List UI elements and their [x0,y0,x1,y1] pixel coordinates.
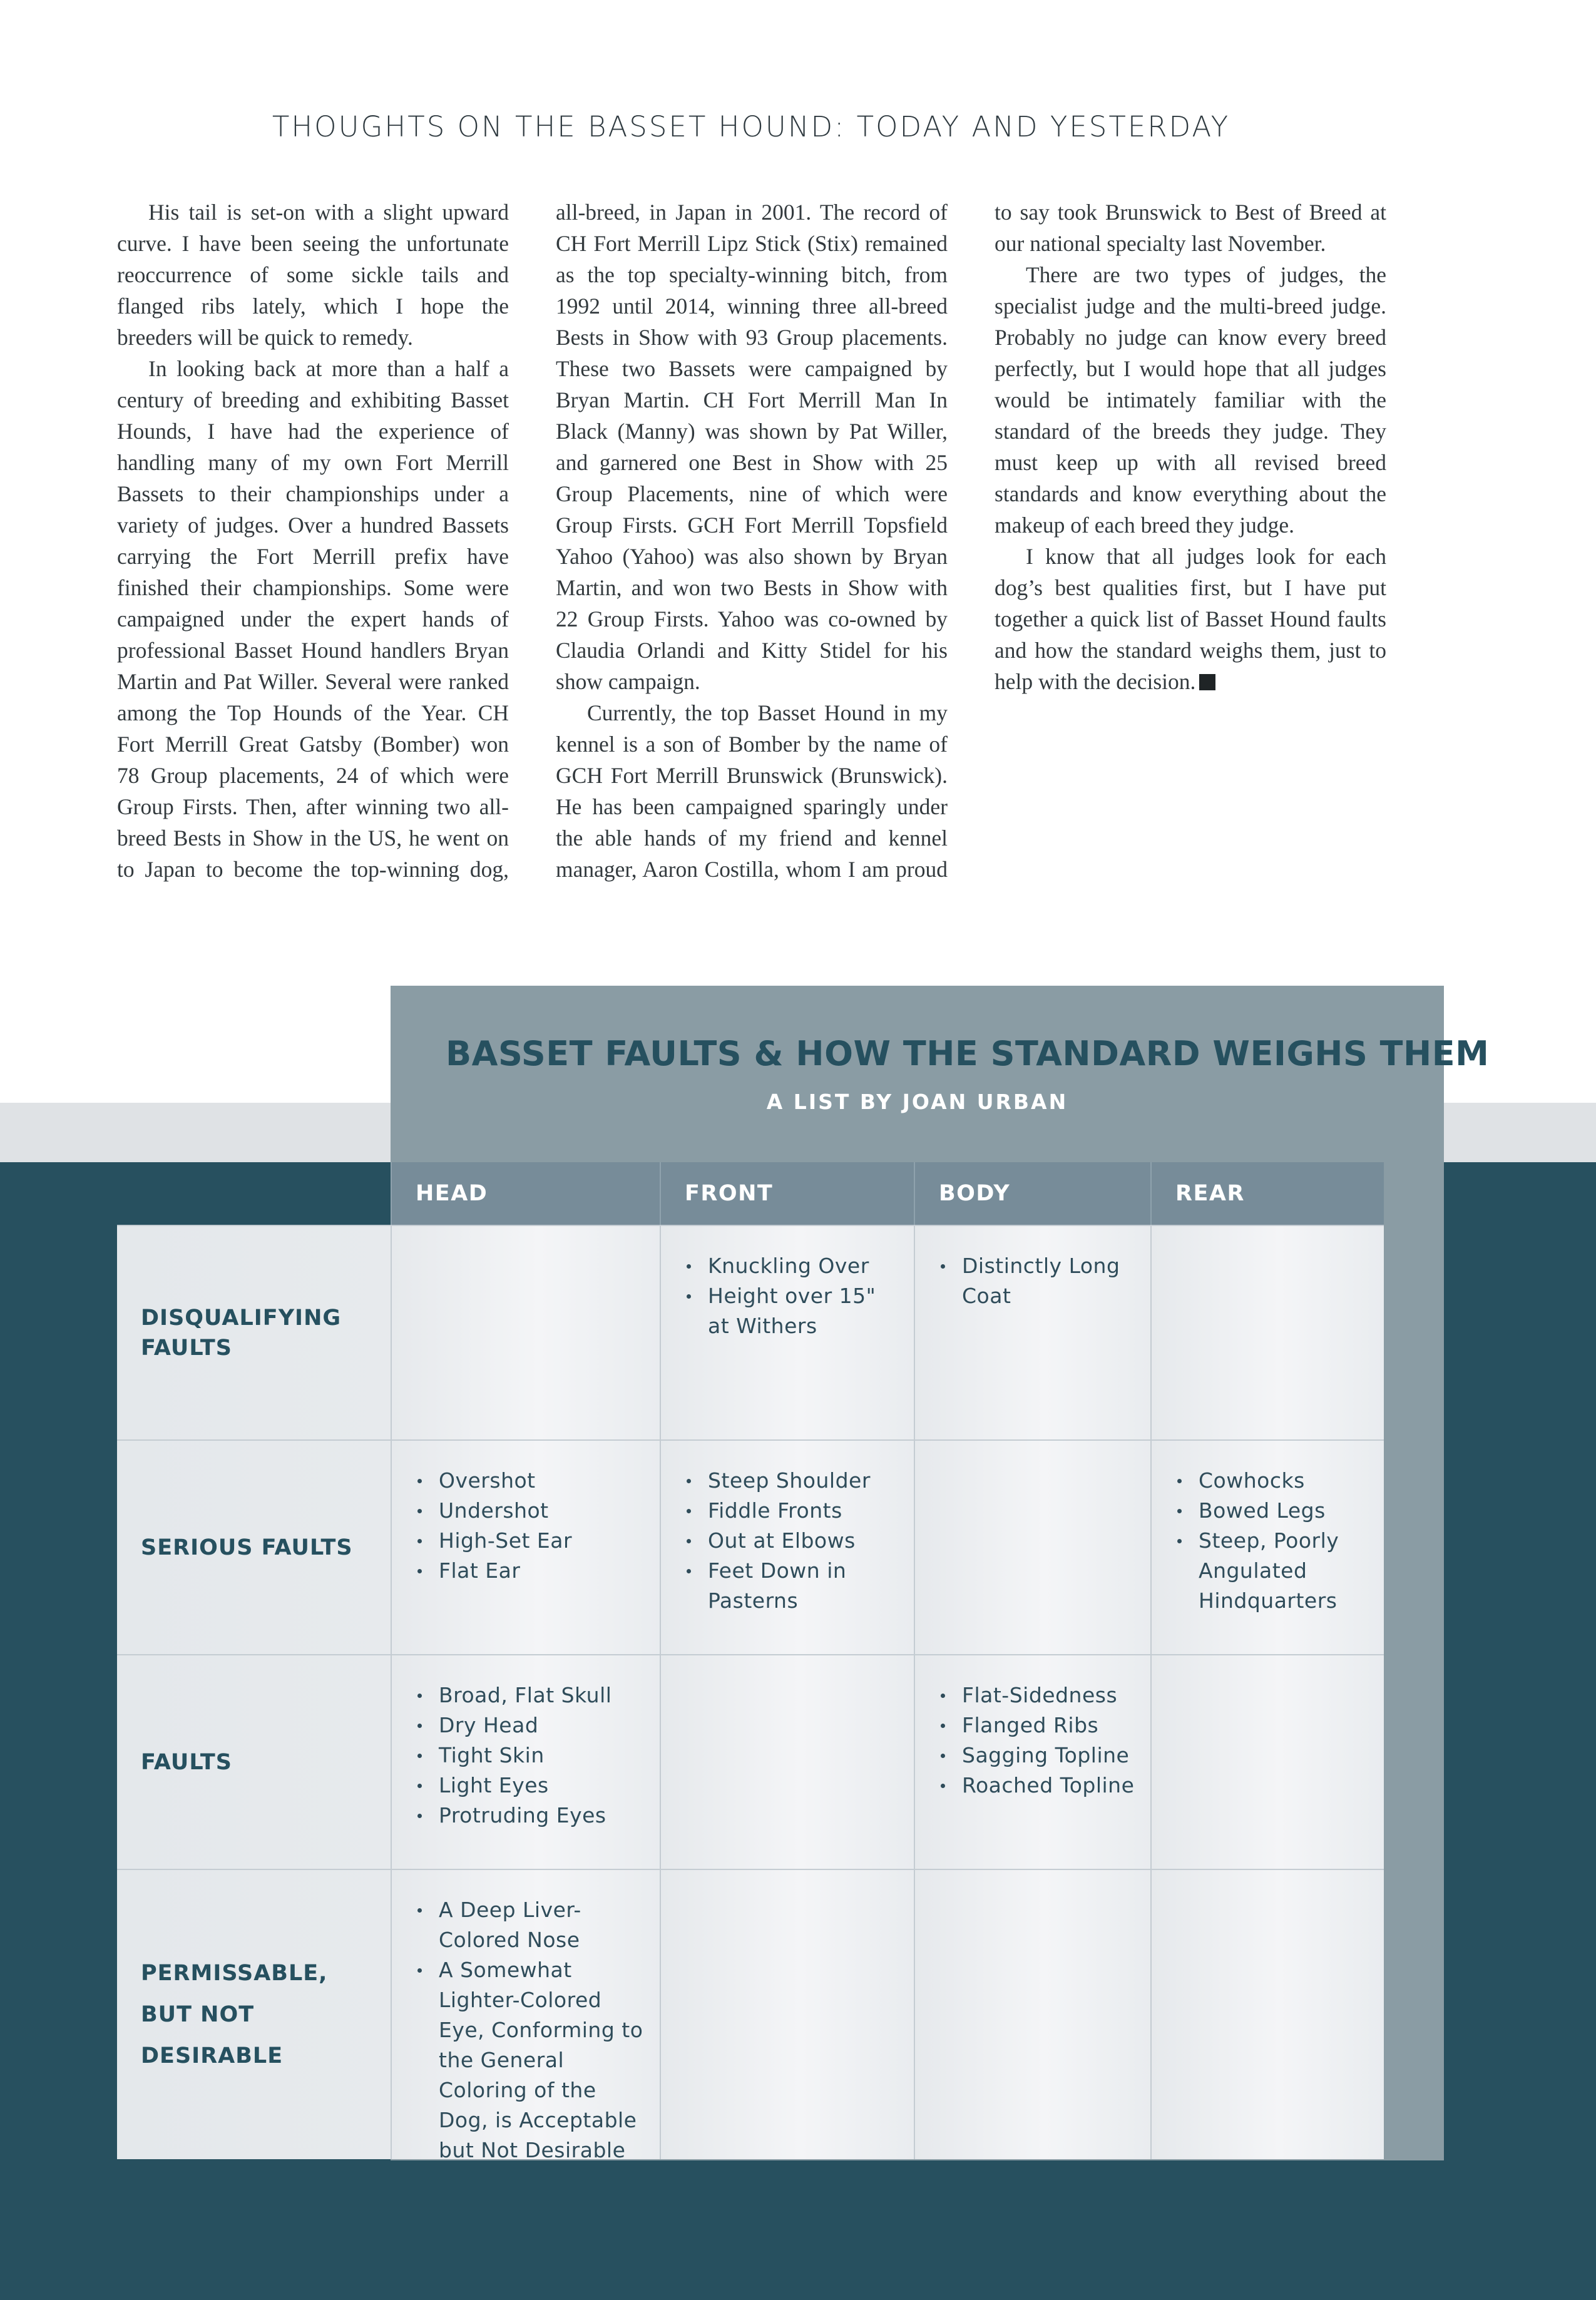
fault-list [416,1895,647,2165]
row-header [117,1654,391,1869]
table-cell-body [914,1439,1150,1654]
list-item-text: A Deep Liver-Colored Nose [439,1898,581,1952]
article-paragraph: Currently, the top Basset Hound in my kennel is a son of Bomber by the name of GCH Fort Merrill Brunswick (Brunswick). He has been campaigned sparingly under the able hands of my friend and kennel manager, Aaron Costilla, whom I am proud to say took Brunswick to Best of Breed at our national specialty last November. [556,200,1386,882]
table-cell-body [914,1225,1150,1439]
column-header-front: FRONT [660,1162,914,1225]
list-item-text: Steep Shoulder [708,1468,871,1493]
list-item [416,1556,647,1586]
fault-list [939,1680,1138,1801]
table-cell-rear [1150,1225,1384,1439]
table-cell-front [660,1654,914,1869]
table-cell-body [914,1869,1150,2159]
list-item-text: Undershot [439,1498,549,1523]
list-item [1175,1466,1371,1496]
row-header-label: FAULTS [141,1749,232,1775]
fault-list [685,1466,901,1616]
page-title: THOUGHTS ON THE BASSET HOUND: TODAY AND YESTERDAY [272,110,1230,143]
list-item [685,1526,901,1556]
column-header-body: BODY [914,1162,1150,1225]
table-cell-rear [1150,1654,1384,1869]
list-item-text: Sagging Topline [962,1743,1130,1767]
list-item-text: Bowed Legs [1199,1498,1326,1523]
end-mark-icon [1199,674,1215,690]
article-paragraph: In looking back at more than a half a century of breeding and exhibiting Basset Hounds, I have had the experience of handling many of my own Fort Merrill Bassets to their championships under a variety of judges. Over a hundred Bassets carrying the Fort Merrill prefix have finished their championships. Some were campaigned under the expert hands of professional Basset Hound handlers Bryan Martin and Pat Willer. Several were ranked among the Top Hounds of the Year. CH Fort Merrill Great Gatsby (Bomber) won 78 Group placements, 24 of which were Group Firsts. Then, after winning two all-breed Bests in Show in the US, he went on to Japan to become the top-winning dog, all-breed, in Japan in 2001. The record of CH Fort Merrill Lipz Stick (Stix) remained as the top specialty-winning bitch, from 1992 until 2014, winning three all-breed Bests in Show with 93 Group placements. These two Bassets were campaigned by Bryan Martin. CH Fort Merrill Man In Black (Manny) was shown by Pat Willer, and garnered one Best in Show with 25 Group Placements, nine of which were Group Firsts. GCH Fort Merrill Topsfield Yahoo (Yahoo) was also shown by Bryan Martin, and won two Bests in Show with 22 Group Firsts. Yahoo was co-owned by Claudia Orlandi and Kitty Stidel for his show campaign. [117,200,948,882]
table-cell-body [914,1654,1150,1869]
table-cell-rear [1150,1869,1384,2159]
table-cell-head [391,1439,660,1654]
list-item-text: Steep, Poorly Angulated Hindquarters [1199,1528,1339,1613]
list-item [416,1710,647,1740]
list-item [416,1740,647,1771]
list-item [685,1466,901,1496]
list-item-text: High-Set Ear [439,1528,573,1553]
list-item-text: Knuckling Over [708,1254,869,1278]
column-header-rear: REAR [1150,1162,1384,1225]
list-item [416,1466,647,1496]
list-item [416,1895,647,1955]
article-paragraph-text: I know that all judges look for each dog’s best qualities first, but I have put together a quick list of Basset Hound faults and how the standard weighs them, just to help with the decision. [995,544,1386,694]
table-subtitle: A LIST BY JOAN URBAN [766,1090,1068,1114]
list-item [685,1281,901,1341]
list-item [939,1771,1138,1801]
list-item-text: Fiddle Fronts [708,1498,842,1523]
list-item-text: Overshot [439,1468,536,1493]
list-item [1175,1496,1371,1526]
list-item [685,1556,901,1616]
article-paragraph [995,541,1386,697]
table-cell-front [660,1869,914,2159]
row-header-label: SERIOUS FAULTS [141,1535,353,1560]
fault-list [416,1466,647,1586]
list-item-text: Dry Head [439,1713,539,1737]
list-item-text: Protruding Eyes [439,1803,606,1827]
list-item-text: Light Eyes [439,1773,549,1797]
list-item [416,1801,647,1831]
row-header [117,1225,391,1439]
list-item-text: A Somewhat Lighter-Colored Eye, Conforming to the General Coloring of the Dog, is Acceptable but Not Desirable [439,1958,643,2162]
list-item [939,1740,1138,1771]
table-cell-front [660,1225,914,1439]
table-corner [117,1162,391,1225]
fault-list [939,1251,1138,1311]
faults-table [117,1162,1384,2162]
list-item-text: Flat-Sidedness [962,1683,1118,1707]
list-item [1175,1526,1371,1616]
fault-list [685,1251,901,1341]
row-header [117,1439,391,1654]
fault-list [1175,1466,1371,1616]
table-cell-head [391,1654,660,1869]
table-cell-head [391,1225,660,1439]
table-title: BASSET FAULTS & HOW THE STANDARD WEIGHS THEM [446,1034,1490,1073]
article-paragraph: There are two types of judges, the specialist judge and the multi-breed judge. Probably no judge can know every breed perfectly, but I would hope that all judges would be intimately familiar with the standard of the breeds they judge. They must keep up with all revised breed standards and know everything about the makeup of each breed they judge. [995,262,1386,538]
table-cell-front [660,1439,914,1654]
list-item [685,1251,901,1281]
list-item-text: Distinctly Long Coat [962,1254,1120,1308]
list-item [939,1710,1138,1740]
list-item-text: Cowhocks [1199,1468,1305,1493]
list-item [939,1680,1138,1710]
list-item-text: Out at Elbows [708,1528,856,1553]
row-header-label: DISQUALIFYING FAULTS [141,1305,342,1361]
list-item [416,1496,647,1526]
list-item [939,1251,1138,1311]
list-item-text: Flat Ear [439,1558,521,1583]
table-cell-rear [1150,1439,1384,1654]
list-item-text: Feet Down in Pasterns [708,1558,847,1613]
list-item-text: Height over 15" at Withers [708,1284,876,1338]
list-item-text: Broad, Flat Skull [439,1683,612,1707]
row-header-label: PERMISSABLE, BUT NOT DESIRABLE [141,1961,328,2068]
list-item [685,1496,901,1526]
list-item [416,1526,647,1556]
list-item-text: Roached Topline [962,1773,1135,1797]
fault-list [416,1680,647,1831]
list-item-text: Tight Skin [439,1743,545,1767]
table-cell-head [391,1869,660,2162]
list-item [416,1955,647,2165]
article-paragraph: His tail is set-on with a slight upward curve. I have been seeing the unfortunate reoccurrence of some sickle tails and flanged ribs lately, which I hope the breeders will be quick to remedy. [117,200,509,350]
column-header-head: HEAD [391,1162,660,1225]
list-item [416,1680,647,1710]
list-item [416,1771,647,1801]
list-item-text: Flanged Ribs [962,1713,1099,1737]
row-header [117,1869,391,2159]
article-body [117,197,1386,891]
